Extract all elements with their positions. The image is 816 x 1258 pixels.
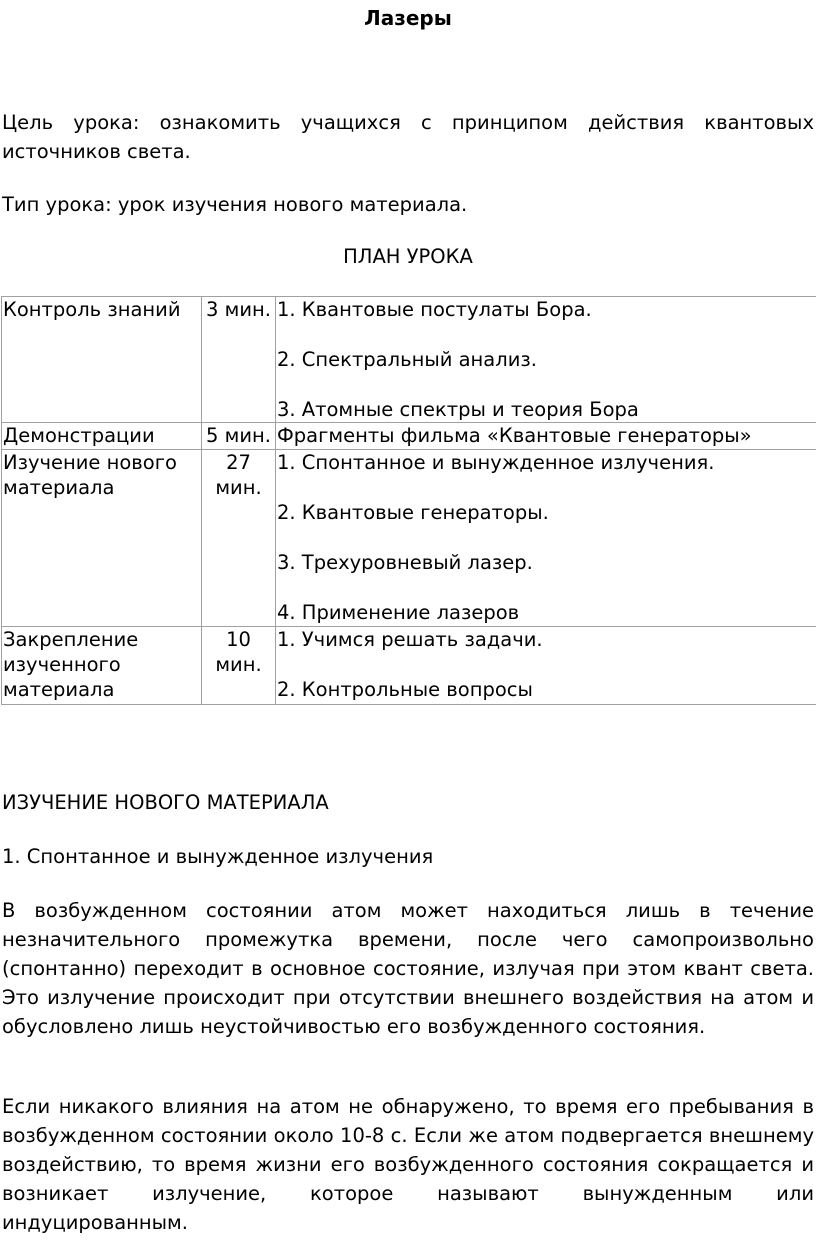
topic-item: 2. Контрольные вопросы [277,678,533,701]
section-heading: ИЗУЧЕНИЕ НОВОГО МАТЕРИАЛА [2,791,329,814]
duration-cell: 10 мин. [202,627,276,705]
topic-item: 1. Учимся решать задачи. [277,628,543,651]
topic-item: 2. Спектральный анализ. [277,348,537,371]
topics-cell [276,450,816,627]
lesson-goal: Цель урока: ознакомить учащихся с принципом действия квантовых источников света. [2,111,814,163]
table-row [2,297,816,423]
lesson-type: Тип урока: урок изучения нового материала. [2,193,468,216]
duration-cell: 27 мин. [202,450,276,627]
body-paragraph: В возбужденном состоянии атом может находиться лишь в течение незначительного промежутка времени, после чего самопроизвольно (спонтанно) переходит в основное состояние, излучая при этом квант света. Это излучение происходит при отсутствии внешнего воздействия на атом и обусловлено лишь неустойчивостью его возбужденного состояния. [2,899,814,1038]
stage-cell: Демонстрации [2,423,202,450]
stage-cell: Контроль знаний [2,297,202,423]
table-row [2,423,816,450]
topic-item: Фрагменты фильма «Квантовые генераторы» [277,424,752,447]
lesson-plan-table [1,296,816,705]
topic-item: 3. Трехуровневый лазер. [277,551,533,574]
table-row [2,450,816,627]
duration-cell: 5 мин. [202,423,276,450]
topics-cell [276,627,816,705]
topics-cell [276,423,816,450]
topic-item: 3. Атомные спектры и теория Бора [277,398,639,421]
topic-item: 4. Применение лазеров [277,601,520,624]
stage-cell: Закрепление изученного материала [2,627,202,705]
topic-item: 2. Квантовые генераторы. [277,501,549,524]
topics-cell [276,297,816,423]
table-row [2,627,816,705]
subsection-heading: 1. Спонтанное и вынужденное излучения [2,845,434,868]
topic-item: 1. Спонтанное и вынужденное излучения. [277,451,715,474]
stage-cell: Изучение нового материала [2,450,202,627]
document-title: Лазеры [364,6,452,30]
plan-heading: ПЛАН УРОКА [343,245,473,268]
body-paragraph: Если никакого влияния на атом не обнаружено, то время его пребывания в возбужденном состоянии около 10-8 с. Если же атом подвергается внешнему воздействию, то время жизни его возбужденного состояния сокращается и возникает излучение, которое называют вынужденным или индуцированным. [2,1095,814,1234]
duration-cell: 3 мин. [202,297,276,423]
topic-item: 1. Квантовые постулаты Бора. [277,298,592,321]
